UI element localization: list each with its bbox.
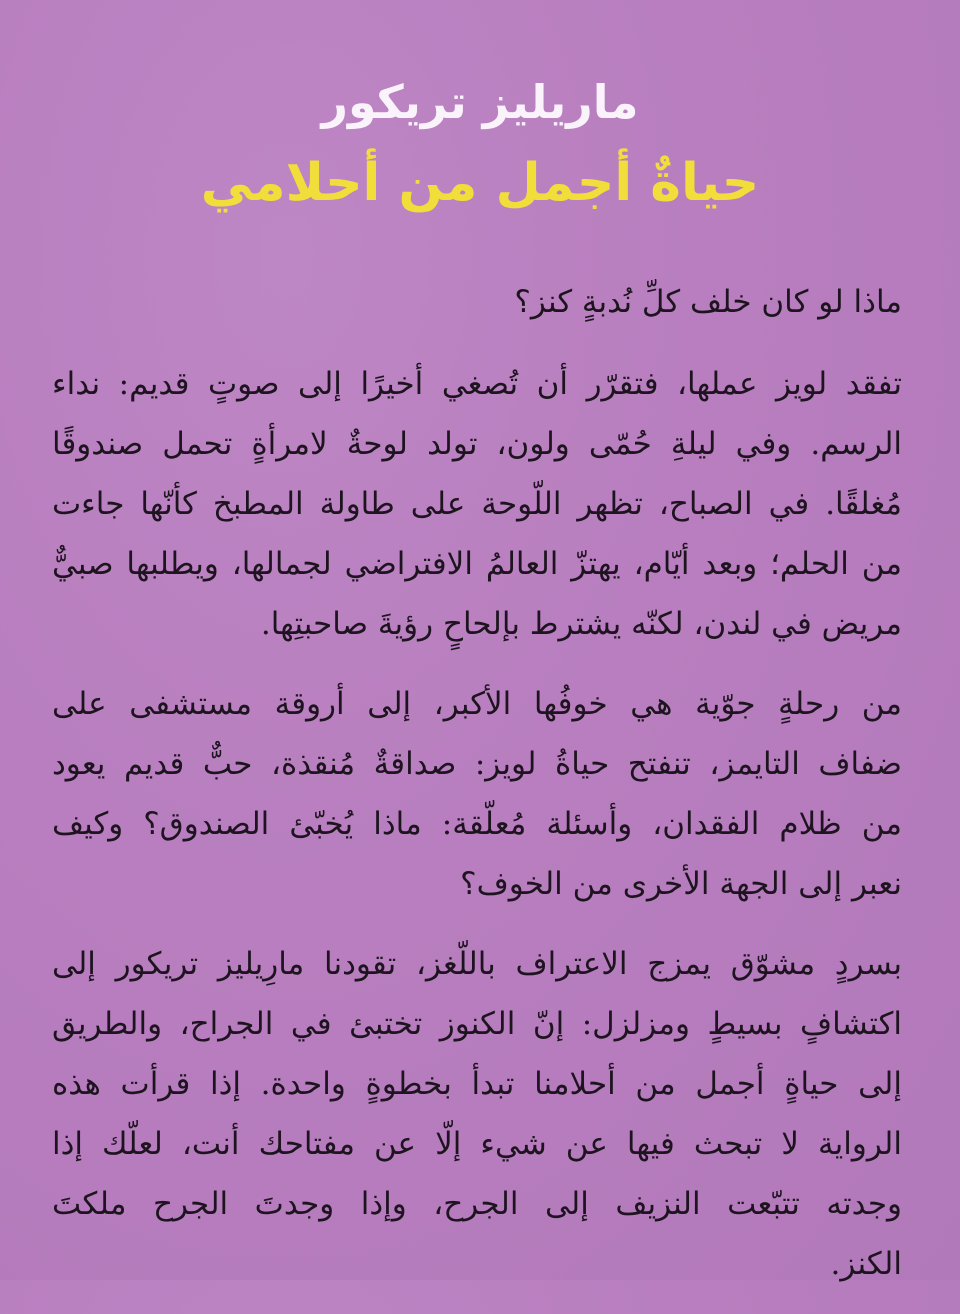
blurb-line: ضفاف التايمز، تنفتح حياةُ لويز: صداقةٌ مُنقذة، حبٌّ قديم يعود <box>52 746 902 782</box>
blurb-line: مريض في لندن، لكنّه يشترط بإلحاحٍ رؤيةَ صاحبتِها. <box>260 606 902 642</box>
blurb-line: وجدته تتبّعت النزيف إلى الجرح، وإذا وجدتَ الجرح ملكتَ <box>52 1186 902 1222</box>
blurb-paragraph-2 <box>52 674 902 914</box>
blurb-line: الكنز. <box>830 1246 902 1282</box>
blurb-paragraph-3 <box>52 934 902 1294</box>
blurb-text <box>52 272 902 1314</box>
blurb-line: الرواية لا تبحث فيها عن شيء إلّا عن مفتاحك أنت، لعلّك إذا <box>52 1126 902 1162</box>
blurb-line: الرسم. وفي ليلةِ حُمّى ولون، تولد لوحةٌ لامرأةٍ تحمل صندوقًا <box>52 426 902 462</box>
blurb-line: نعبر إلى الجهة الأخرى من الخوف؟ <box>460 866 902 902</box>
author-name: ماريليز تريكور <box>321 75 639 129</box>
book-title: حياةٌ أجمل من أحلامي <box>200 153 760 213</box>
blurb-line: تفقد لويز عملها، فتقرّر أن تُصغي أخيرًا إلى صوتٍ قديم: نداء <box>52 366 902 402</box>
blurb-line: من ظلام الفقدان، وأسئلة مُعلّقة: ماذا يُخبّئ الصندوق؟ وكيف <box>52 806 902 842</box>
blurb-line: ماذا لو كان خلف كلِّ نُدبةٍ كنز؟ <box>514 284 902 320</box>
blurb-hook <box>52 272 902 332</box>
blurb-line: من الحلم؛ وبعد أيّام، يهتزّ العالمُ الافتراضي لجمالها، ويطلبها صبيٌّ <box>52 546 902 582</box>
blurb-line: من رحلةٍ جوّية هي خوفُها الأكبر، إلى أروقة مستشفى على <box>52 686 902 722</box>
blurb-paragraph-1 <box>52 354 902 654</box>
blurb-line: مُغلقًا. في الصباح، تظهر اللّوحة على طاولة المطبخ كأنّها جاءت <box>52 486 902 522</box>
blurb-line: إلى حياةٍ أجمل من أحلامنا تبدأ بخطوةٍ واحدة. إذا قرأت هذه <box>52 1066 902 1102</box>
blurb-line: بسردٍ مشوّق يمزج الاعتراف باللّغز، تقودنا مارِيليز تريكور إلى <box>52 946 902 982</box>
blurb-line: اكتشافٍ بسيطٍ ومزلزل: إنّ الكنوز تختبئ في الجراح، والطريق <box>52 1006 902 1042</box>
